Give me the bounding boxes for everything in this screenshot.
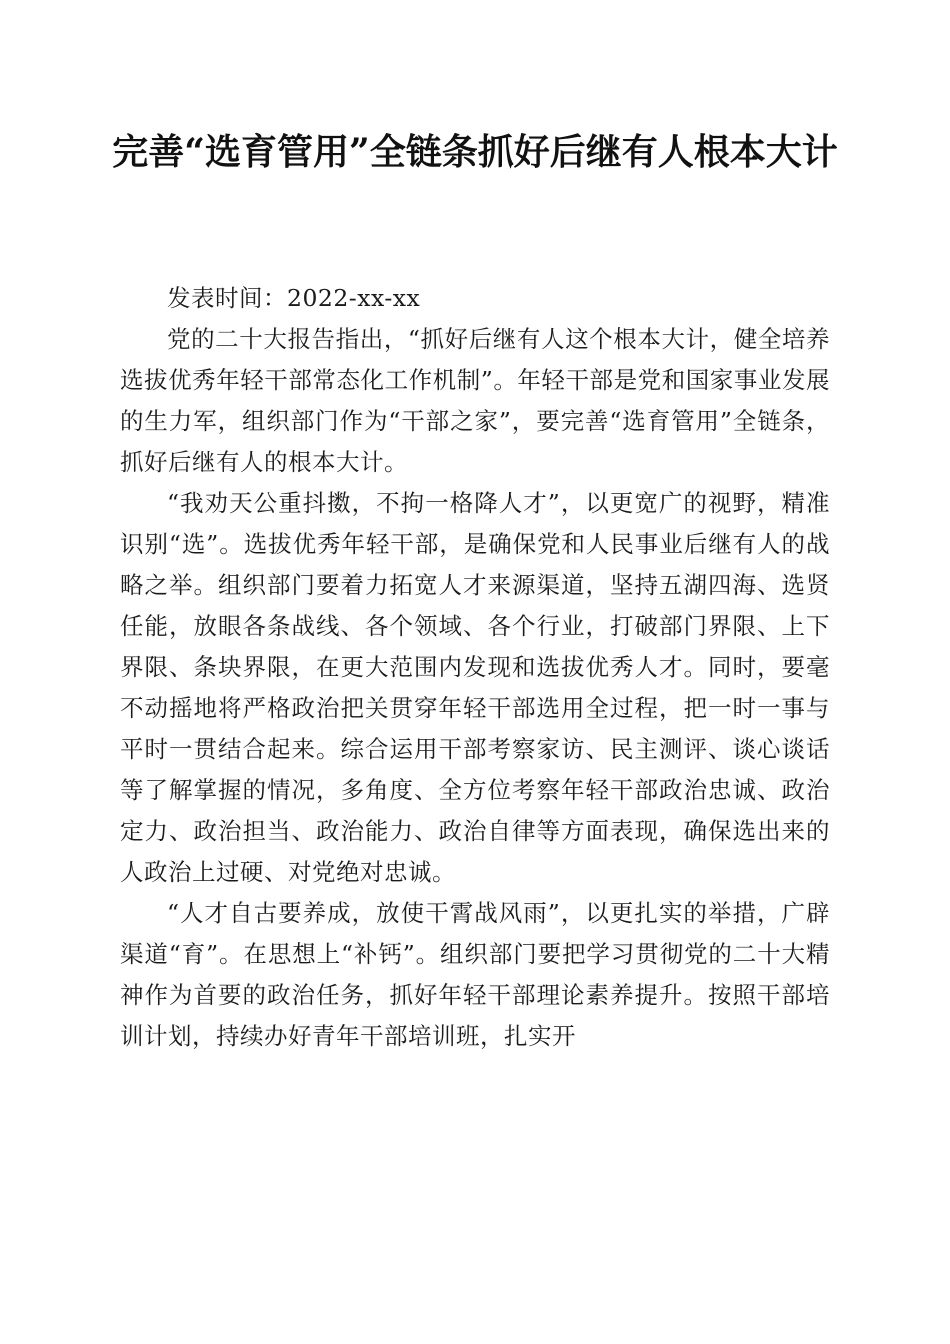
paragraph: “我劝天公重抖擞，不拘一格降人才”，以更宽广的视野，精准识别“选”。选拔优秀年轻干部，是确保党和人民事业后继有人的战略之举。组织部门要着力拓宽人才来源渠道，坚持五湖四海、选贤任能，放眼各条战线、各个领域、各个行业，打破部门界限、上下界限、条块界限，在更大范围内发现和选拔优秀人才。同时，要毫不动摇地将严格政治把关贯穿年轻干部选用全过程，把一时一事与平时一贯结合起来。综合运用干部考察家访、民主测评、谈心谈话等了解掌握的情况，多角度、全方位考察年轻干部政治忠诚、政治定力、政治担当、政治能力、政治自律等方面表现，确保选出来的人政治上过硬、对党绝对忠诚。: [120, 489, 830, 886]
publish-time: 发表时间：2022-xx-xx: [167, 284, 421, 312]
paragraph: “人才自古要养成，放使干霄战风雨”，以更扎实的举措，广辟渠道“育”。在思想上“补钙”。组织部门要把学习贯彻党的二十大精神作为首要的政治任务，抓好年轻干部理论素养提升。按照干部培训计划，持续办好青年干部培训班，扎实开: [120, 899, 830, 1050]
document-title: 完善“选育管用”全链条抓好后继有人根本大计: [112, 131, 838, 173]
paragraph: 党的二十大报告指出，“抓好后继有人这个根本大计，健全培养选拔优秀年轻干部常态化工作机制”。年轻干部是党和国家事业发展的生力军，组织部门作为“干部之家”，要完善“选育管用”全链条，抓好后继有人的根本大计。: [120, 325, 830, 476]
document-body: [120, 278, 830, 1057]
